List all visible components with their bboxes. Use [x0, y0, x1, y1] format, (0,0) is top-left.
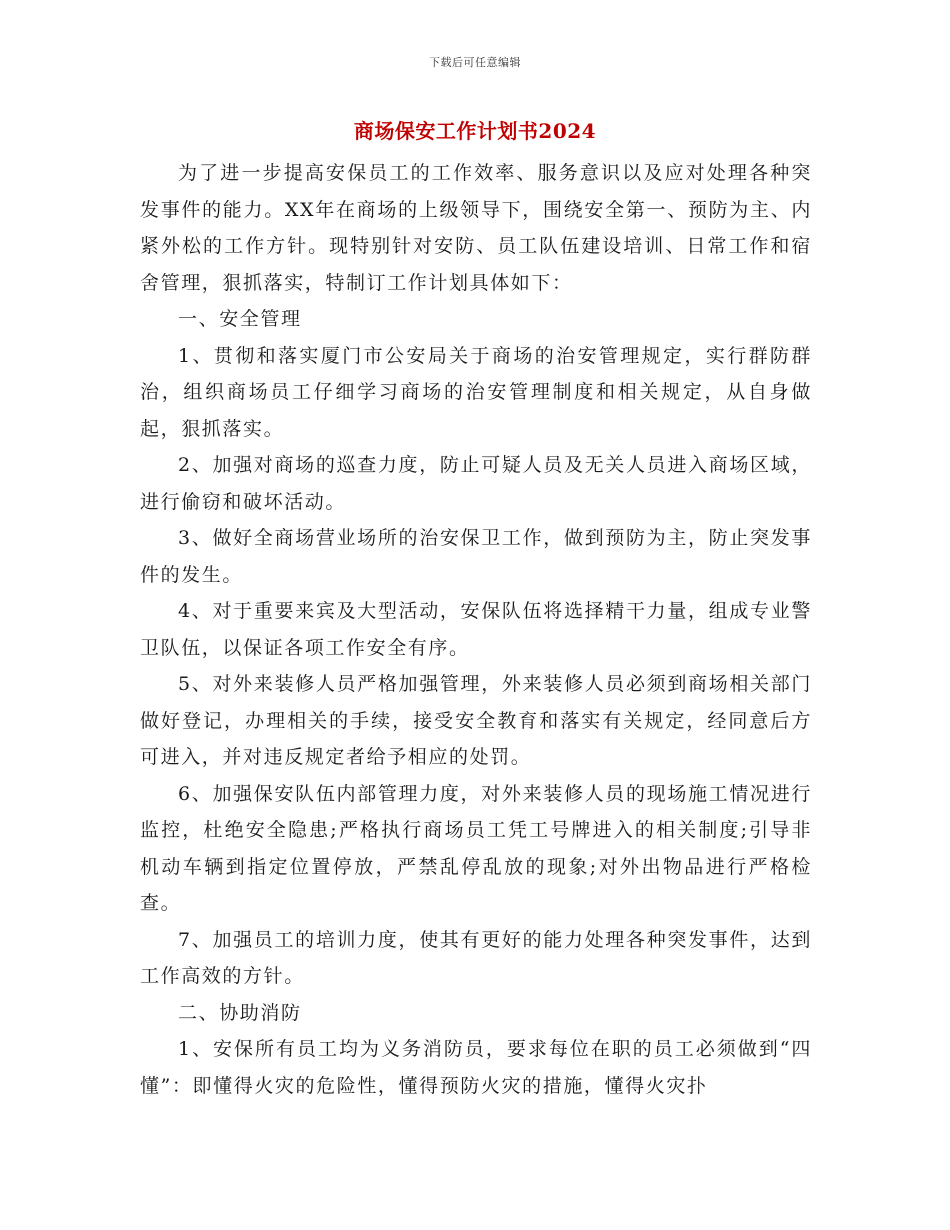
security-item-5: 5、对外来装修人员严格加强管理，外来装修人员必须到商场相关部门做好登记，办理相关的手续，接受安全教育和落实有关规定，经同意后方可进入，并对违反规定者给予相应的处罚。 — [140, 673, 812, 768]
security-item-3: 3、做好全商场营业场所的治安保卫工作，做到预防为主，防止突发事件的发生。 — [140, 527, 812, 586]
security-item-4: 4、对于重要来宾及大型活动，安保队伍将选择精干力量，组成专业警卫队伍，以保证各项工作安全有序。 — [140, 600, 812, 659]
document-title: 商场保安工作计划书2024 — [353, 119, 597, 143]
security-item-2: 2、加强对商场的巡查力度，防止可疑人员及无关人员进入商场区域，进行偷窃和破坏活动。 — [140, 454, 812, 513]
header-note: 下载后可任意编辑 — [429, 56, 521, 69]
section-heading-fire: 二、协助消防 — [178, 1001, 302, 1024]
intro-paragraph: 为了进一步提高安保员工的工作效率、服务意识以及应对处理各种突发事件的能力。XX年在商场的上级领导下，围绕安全第一、预防为主、内紧外松的工作方针。现特别针对安防、员工队伍建设培训、日常工作和宿舍管理，狠抓落实，特制订工作计划具体如下： — [140, 162, 812, 294]
security-item-7: 7、加强员工的培训力度，使其有更好的能力处理各种突发事件，达到工作高效的方针。 — [140, 928, 812, 987]
fire-item-1: 1、安保所有员工均为义务消防员，要求每位在职的员工必须做到“四懂”：即懂得火灾的危险性，懂得预防火灾的措施，懂得火灾扑 — [140, 1038, 812, 1097]
document-body — [140, 155, 812, 1104]
security-item-6: 6、加强保安队伍内部管理力度，对外来装修人员的现场施工情况进行监控，杜绝安全隐患;严格执行商场员工凭工号牌进入的相关制度;引导非机动车辆到指定位置停放，严禁乱停乱放的现象;对外出物品进行严格检查。 — [140, 782, 812, 914]
section-heading-security: 一、安全管理 — [178, 308, 302, 330]
security-item-1: 1、贯彻和落实厦门市公安局关于商场的治安管理规定，实行群防群治，组织商场员工仔细学习商场的治安管理制度和相关规定，从自身做起，狠抓落实。 — [140, 344, 812, 440]
